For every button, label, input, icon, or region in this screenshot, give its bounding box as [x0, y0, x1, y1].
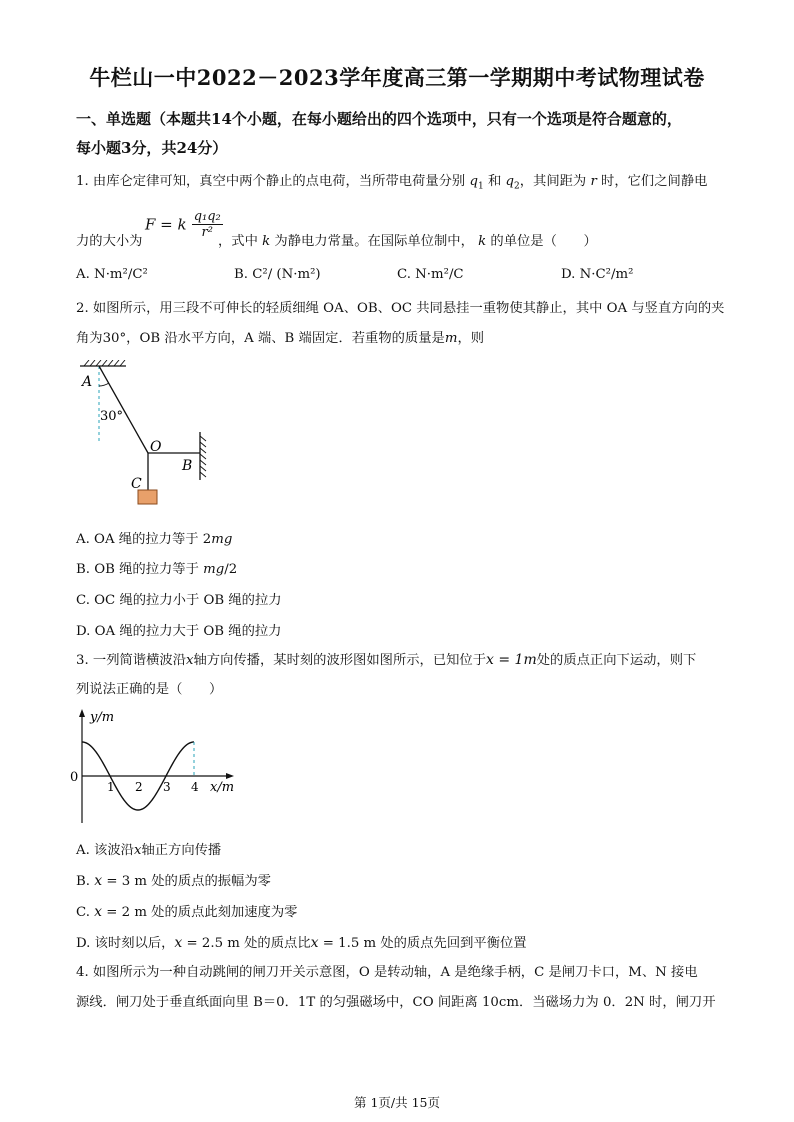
- q1-line2-text: 力的大小为: [76, 234, 143, 249]
- y-axis-arrow: [79, 709, 85, 717]
- x-axis-label: x/m: [210, 780, 235, 795]
- tick-4: 4: [191, 780, 199, 794]
- q1-option-b[interactable]: B. C²/ (N·m²): [234, 267, 321, 282]
- section-heading-line2: 每小题3分，共24分）: [76, 139, 228, 157]
- coulomb-formula: F = k $\frac{\text{q₁q₂}}{\text{r²}}$: [145, 209, 221, 240]
- tick-3: 3: [163, 780, 171, 794]
- wall-hatch: [200, 436, 206, 477]
- q2-option-a[interactable]: A. OA 绳的拉力等于 2mg: [76, 532, 233, 547]
- label-c: C: [131, 476, 142, 492]
- q4-line2: 源线．闸刀处于垂直纸面向里 B＝0．1T 的匀强磁场中，CO 间距离 10cm．当磁场力为 0．2N 时，闸刀开: [76, 995, 716, 1010]
- q3-wave-graph: [62, 705, 252, 830]
- y-axis-label: y/m: [90, 710, 115, 725]
- q1-line2-rest: ，式中 k 为静电力常量。在国际单位制中， k 的单位是（ ）: [218, 234, 597, 249]
- q1-line1: 1. 由库仑定律可知，真空中两个静止的点电荷，当所带电荷量分别 $q_1$ 和 $q_2$，其间距为 r 时，它们之间静电: [76, 174, 708, 192]
- section-heading-line1: 一、单选题（本题共14个小题，在每小题给出的四个选项中，只有一个选项是符合题意的，: [76, 110, 682, 128]
- q3-line2: 列说法正确的是（ ）: [76, 682, 223, 697]
- label-b: B: [182, 458, 193, 474]
- q2-line2: 角为30°，OB 沿水平方向，A 端、B 端固定．若重物的质量是m，则: [76, 331, 485, 346]
- exam-title: 牛栏山一中2022－2023学年度高三第一学期期中考试物理试卷: [89, 65, 705, 90]
- tick-2: 2: [135, 780, 143, 794]
- q2-rope-figure: [76, 360, 226, 510]
- q2-line1: 2. 如图所示，用三段不可伸长的轻质细绳 OA、OB、OC 共同悬挂一重物使其静止，其中 OA 与竖直方向的夹: [76, 301, 725, 316]
- page-footer: 第 1页/共 15页: [353, 1095, 441, 1110]
- q2-option-b[interactable]: B. OB 绳的拉力等于 mg/2: [76, 562, 238, 577]
- q1-option-a[interactable]: A. N·m²/C²: [76, 267, 148, 282]
- q3-option-d[interactable]: D. 该时刻以后，x = 2.5 m 处的质点比x = 1.5 m 处的质点先回到平衡位置: [76, 935, 527, 951]
- ceiling-hatch: [84, 360, 125, 366]
- q3-line1: 3. 一列简谐横波沿x轴方向传播，某时刻的波形图如图所示，已知位于x = 1m处的质点正向下运动，则下: [76, 652, 697, 668]
- q3-option-a[interactable]: A. 该波沿x轴正方向传播: [76, 843, 222, 858]
- origin-label: 0: [70, 770, 79, 785]
- x-axis-arrow: [226, 773, 234, 779]
- label-angle: 30°: [100, 409, 124, 424]
- q1-option-d[interactable]: D. N·C²/m²: [561, 267, 634, 282]
- tick-1: 1: [107, 780, 115, 794]
- q3-option-c[interactable]: C. x = 2 m 处的质点此刻加速度为零: [76, 904, 298, 920]
- q1-option-c[interactable]: C. N·m²/C: [397, 267, 464, 282]
- label-o: O: [150, 439, 162, 455]
- q2-option-d[interactable]: D. OA 绳的拉力大于 OB 绳的拉力: [76, 624, 282, 639]
- label-a: A: [82, 374, 93, 390]
- angle-arc: [99, 383, 109, 386]
- hanging-weight: [138, 490, 157, 504]
- q2-option-c[interactable]: C. OC 绳的拉力小于 OB 绳的拉力: [76, 593, 282, 608]
- q4-line1: 4. 如图所示为一种自动跳闸的闸刀开关示意图，O 是转动轴，A 是绝缘手柄，C 是闸刀卡口，M、N 接电: [76, 965, 698, 980]
- q3-option-b[interactable]: B. x = 3 m 处的质点的振幅为零: [76, 873, 271, 889]
